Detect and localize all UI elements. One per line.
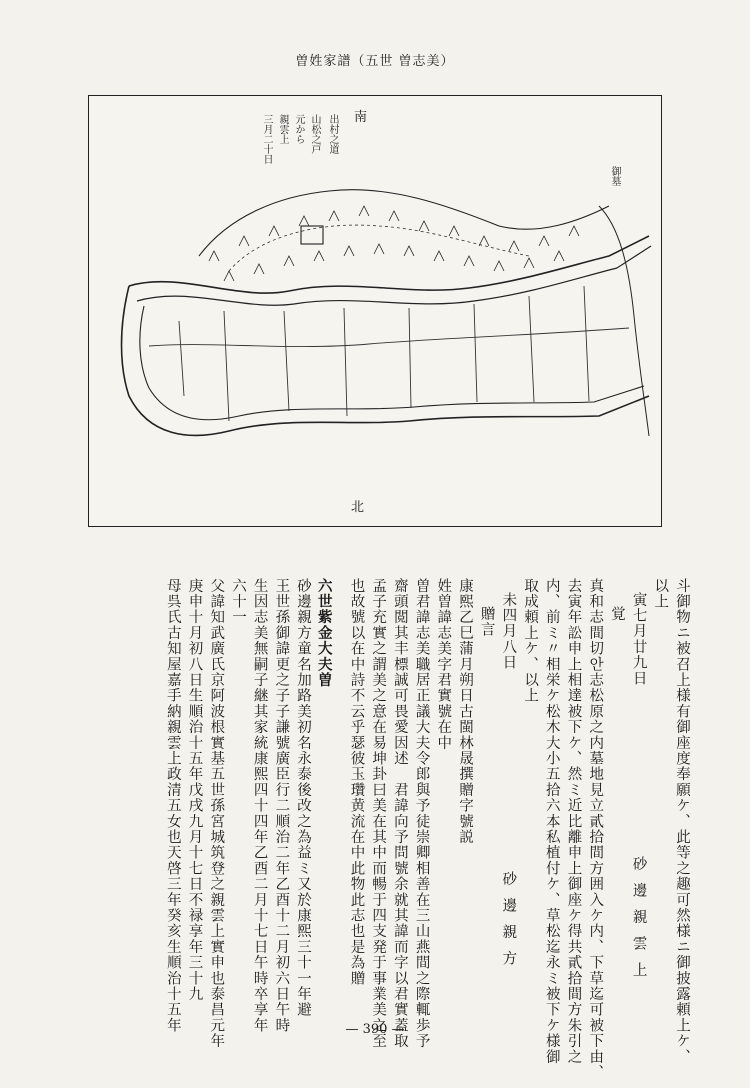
section-heading: 贈言 xyxy=(478,606,495,638)
text-column: 斗御物ニ被召上様有御座度奉願ケ、此等之趣可然様ニ御披露頼上ケ、 xyxy=(674,578,690,1065)
map-corner-label: 御墓 xyxy=(609,166,620,186)
text-column: 取成頼上ケ、以上 xyxy=(522,578,539,704)
text-column: 生因志美無嗣子継其家統康熙四十四年乙酉二月十七日午時卒享年 xyxy=(251,578,268,1034)
column-spacer xyxy=(335,578,345,1008)
text-column: 孟子充實之謂美之意在易坤卦曰美在其中而暢于四支発于事業美之至 xyxy=(370,578,387,1049)
page-number: — 390 — xyxy=(345,1022,405,1037)
generation-heading: 六世紫金大夫曽 xyxy=(315,578,333,688)
text-column: 母呉氏古知屋嘉手納親雲上政清五女也天啓三年癸亥生順治十五年 xyxy=(164,578,181,1034)
text-column: 内、前ミ〃相栄ケ松木大小五拾六本私植付ケ、草松迄永ミ被下ケ様御 xyxy=(543,578,560,1065)
map-label-north: 北 xyxy=(351,500,365,515)
running-header: 曽姓家譜（五世 曽志美） xyxy=(295,54,455,69)
map-drawing xyxy=(89,96,661,526)
map-note: 山松之戸 xyxy=(309,114,320,154)
text-column: 父諱知武廣氏京阿波根實基五世孫宮城筑登之親雲上實申也泰昌元年 xyxy=(208,578,225,1049)
text-column: 真和志間切안志松原之内墓地見立貳拾間方囲入ケ内、下草迄可被下由、 xyxy=(587,578,604,1081)
text-column: 康熙乙巳蒲月朔日古閩林晟撰贈字號説 xyxy=(456,578,473,845)
text-column xyxy=(497,578,519,1008)
letter-signature: 砂邊親雲上 xyxy=(630,856,647,989)
map-note: 親雲上 xyxy=(277,114,288,144)
letter-signature: 砂邊親方 xyxy=(500,870,517,977)
text-column: 去寅年訟申上相達被下ケ、然ミ近比離申上御座ケ得共貳拾間方朱引之 xyxy=(565,578,582,1065)
text-column: 也故號以在中詩不云乎瑟彼玉瓚黄流在中此物此志也是為贈 xyxy=(348,578,365,987)
text-column: 以上 xyxy=(652,578,669,610)
text-column xyxy=(627,578,649,1008)
section-heading: 覚 xyxy=(608,606,625,622)
text-column: 庚申十月初八日生順治十五年戊戌九月十七日不禄享年三十九 xyxy=(186,578,203,1002)
letter-date: 寅七月廿九日 xyxy=(630,592,647,687)
text-column: 曽君諱志美職居正議大夫令郎與予徒崇卿相善在三山燕間之際輒歩予 xyxy=(413,578,430,1049)
map-label-south: 南 xyxy=(354,110,368,125)
map-note: 三月二十日 xyxy=(261,114,272,164)
text-column: 王世孫御諱更之子子謙號廣臣行二順治二年乙酉十二月初六日午時 xyxy=(273,578,290,1034)
text-column: 砂邊親方童名加路美初名永泰後改之為益ミ又於康熙三十一年避 xyxy=(295,578,312,1018)
letter-date: 未四月八日 xyxy=(500,592,517,671)
text-column: 姓曽諱志美字君實號在中 xyxy=(435,578,452,751)
map-note: 元から xyxy=(293,114,304,144)
map-note: 出村之道 xyxy=(327,114,338,154)
text-column: 齋頭閲其丰標誠可畏愛因述 君諱向予問號余就其諱而字以君實蓋取 xyxy=(391,578,408,1049)
text-column: 六十一 xyxy=(229,578,246,626)
map-figure xyxy=(88,95,662,527)
